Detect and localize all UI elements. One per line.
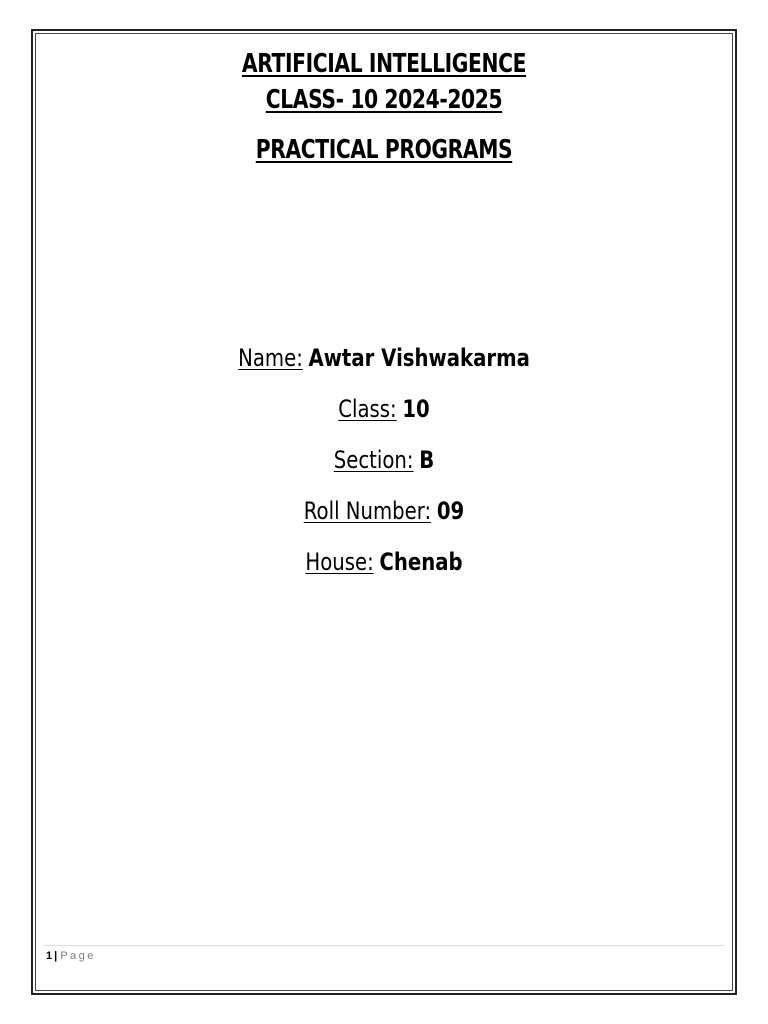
- student-details: [0, 336, 768, 591]
- class-year-title: CLASS- 10 2024-2025: [265, 85, 503, 115]
- section-label: Section:: [333, 446, 414, 474]
- footer-divider: [44, 945, 724, 946]
- name-label: Name:: [238, 344, 303, 372]
- document-header: [0, 46, 768, 168]
- page-number: 1: [46, 950, 53, 962]
- house-row: [69, 540, 699, 591]
- class-value: 10: [402, 395, 430, 423]
- section-row: [69, 438, 699, 489]
- practical-programs-title: PRACTICAL PROGRAMS: [255, 135, 513, 165]
- class-label: Class:: [338, 395, 397, 423]
- class-row: [69, 387, 699, 438]
- page-separator: |: [54, 950, 58, 962]
- name-row: [69, 336, 699, 387]
- roll-number-value: 09: [436, 497, 465, 525]
- roll-number-row: [69, 489, 699, 540]
- roll-number-label: Roll Number:: [303, 497, 432, 525]
- page-footer: [46, 949, 96, 963]
- house-value: Chenab: [379, 548, 463, 576]
- house-label: House:: [305, 548, 374, 576]
- section-value: B: [419, 446, 435, 474]
- subject-title: ARTIFICIAL INTELLIGENCE: [241, 49, 527, 79]
- page-word: Page: [60, 950, 96, 962]
- name-value: Awtar Vishwakarma: [308, 344, 530, 372]
